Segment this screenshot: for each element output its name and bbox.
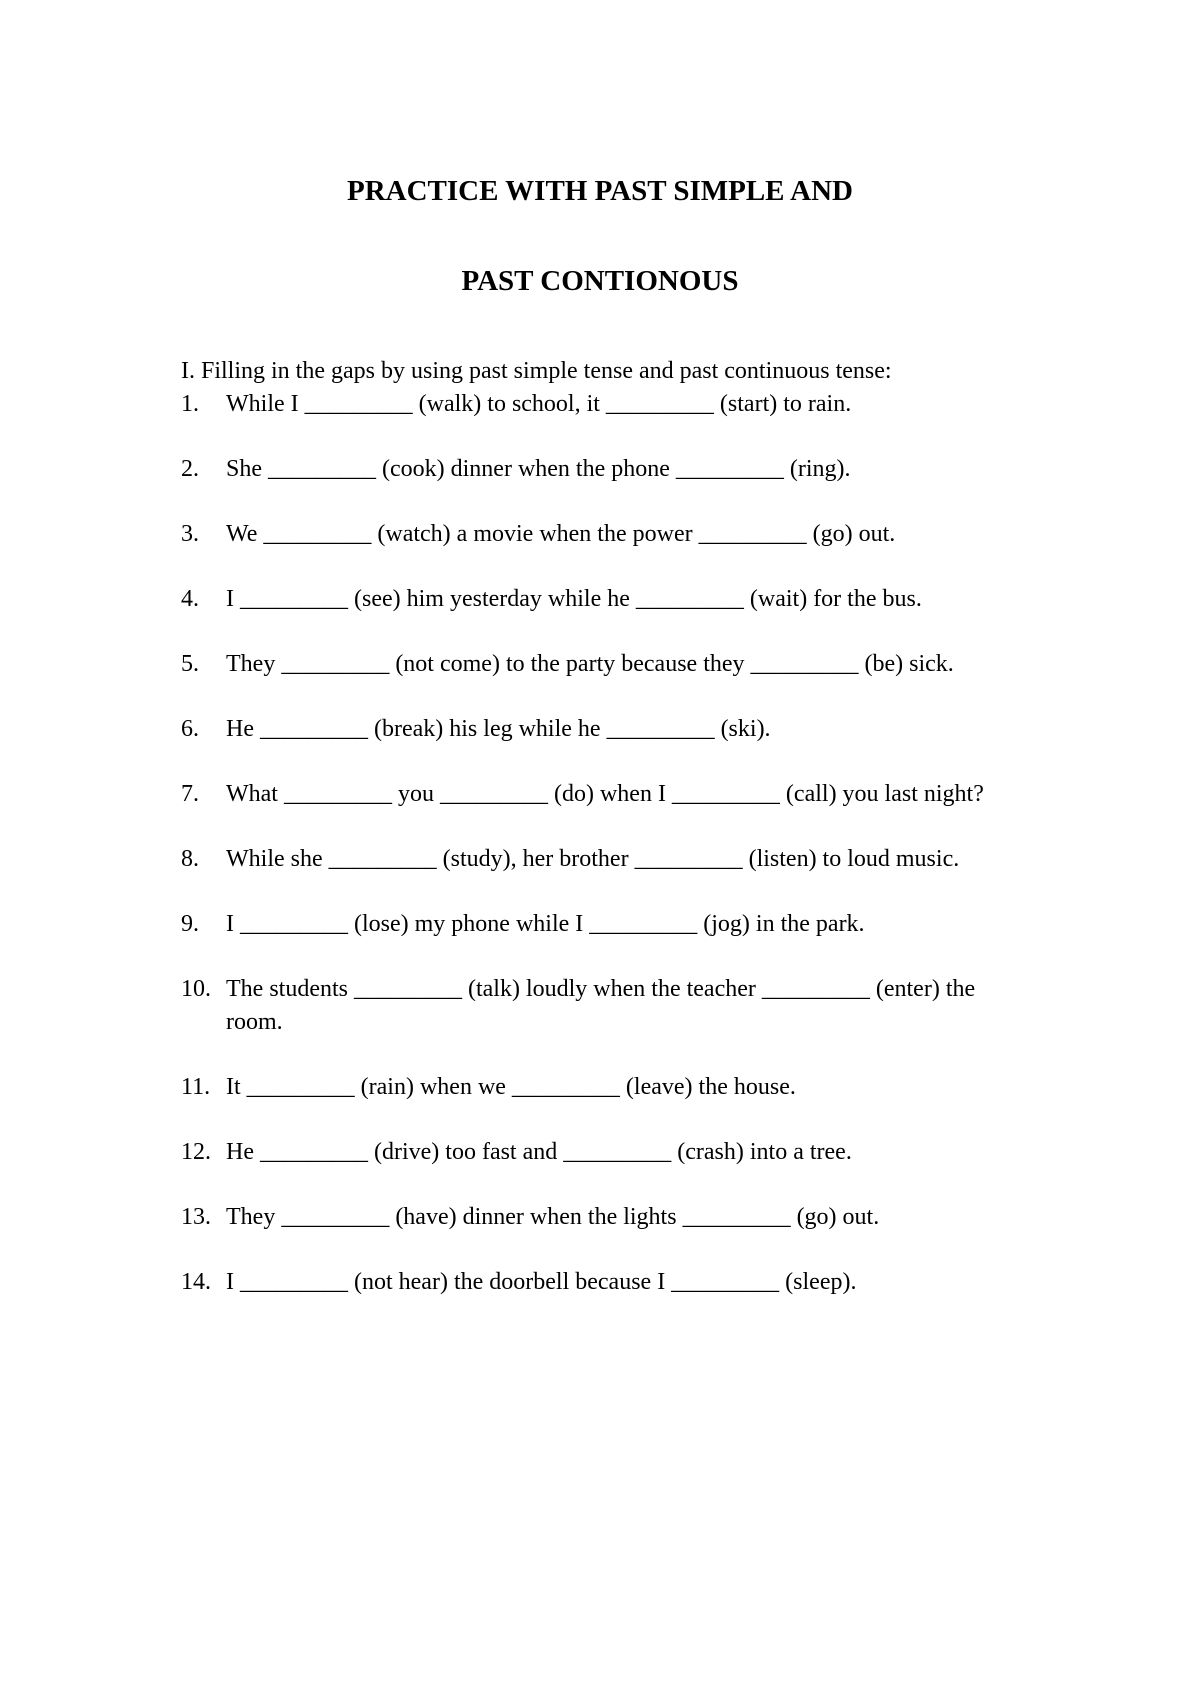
item-number: 3. bbox=[181, 521, 199, 547]
item-number: 14. bbox=[181, 1269, 211, 1295]
item-number: 6. bbox=[181, 716, 199, 742]
item-number: 11. bbox=[181, 1074, 211, 1100]
item-sentence: I _________ (not hear) the doorbell because I _________ (sleep). bbox=[226, 1269, 857, 1295]
exercise-item-9 bbox=[181, 908, 1031, 941]
item-number: 13. bbox=[181, 1204, 211, 1230]
item-sentence: The students _________ (talk) loudly when the teacher _________ (enter) the room. bbox=[226, 976, 976, 1035]
item-number: 9. bbox=[181, 911, 199, 937]
title-line-1: PRACTICE WITH PAST SIMPLE AND bbox=[347, 175, 853, 207]
item-number: 2. bbox=[181, 456, 199, 482]
exercise-item-7 bbox=[181, 778, 1031, 811]
exercise-list bbox=[181, 388, 1031, 1331]
exercise-item-8 bbox=[181, 843, 1031, 876]
item-sentence: While I _________ (walk) to school, it _________ (start) to rain. bbox=[226, 391, 852, 417]
exercise-item-2 bbox=[181, 453, 1031, 486]
item-number: 5. bbox=[181, 651, 199, 677]
item-number: 4. bbox=[181, 586, 199, 612]
item-sentence: I _________ (lose) my phone while I _________ (jog) in the park. bbox=[226, 911, 865, 937]
item-number: 8. bbox=[181, 846, 199, 872]
exercise-item-3 bbox=[181, 518, 1031, 551]
exercise-item-14 bbox=[181, 1266, 1031, 1299]
item-number: 12. bbox=[181, 1139, 211, 1165]
item-sentence: They _________ (not come) to the party because they _________ (be) sick. bbox=[226, 651, 954, 677]
exercise-instruction: I. Filling in the gaps by using past simple tense and past continuous tense: bbox=[181, 358, 892, 384]
item-sentence: He _________ (break) his leg while he _________ (ski). bbox=[226, 716, 771, 742]
exercise-item-6 bbox=[181, 713, 1031, 746]
item-sentence: They _________ (have) dinner when the lights _________ (go) out. bbox=[226, 1204, 880, 1230]
item-sentence: While she _________ (study), her brother _________ (listen) to loud music. bbox=[226, 846, 960, 872]
item-sentence: What _________ you _________ (do) when I _________ (call) you last night? bbox=[226, 781, 984, 807]
exercise-item-4 bbox=[181, 583, 1031, 616]
title-line-2: PAST CONTIONOUS bbox=[461, 265, 739, 297]
exercise-item-12 bbox=[181, 1136, 1031, 1169]
exercise-item-5 bbox=[181, 648, 1031, 681]
item-number: 10. bbox=[181, 976, 211, 1002]
item-sentence: It _________ (rain) when we _________ (leave) the house. bbox=[226, 1074, 796, 1100]
exercise-item-13 bbox=[181, 1201, 1031, 1234]
item-number: 7. bbox=[181, 781, 199, 807]
item-sentence: She _________ (cook) dinner when the phone _________ (ring). bbox=[226, 456, 851, 482]
item-number: 1. bbox=[181, 391, 199, 417]
exercise-item-10 bbox=[181, 973, 1031, 1039]
item-sentence: I _________ (see) him yesterday while he _________ (wait) for the bus. bbox=[226, 586, 922, 612]
exercise-item-1 bbox=[181, 388, 1031, 421]
item-sentence: We _________ (watch) a movie when the power _________ (go) out. bbox=[226, 521, 896, 547]
item-sentence: He _________ (drive) too fast and _________ (crash) into a tree. bbox=[226, 1139, 852, 1165]
exercise-item-11 bbox=[181, 1071, 1031, 1104]
